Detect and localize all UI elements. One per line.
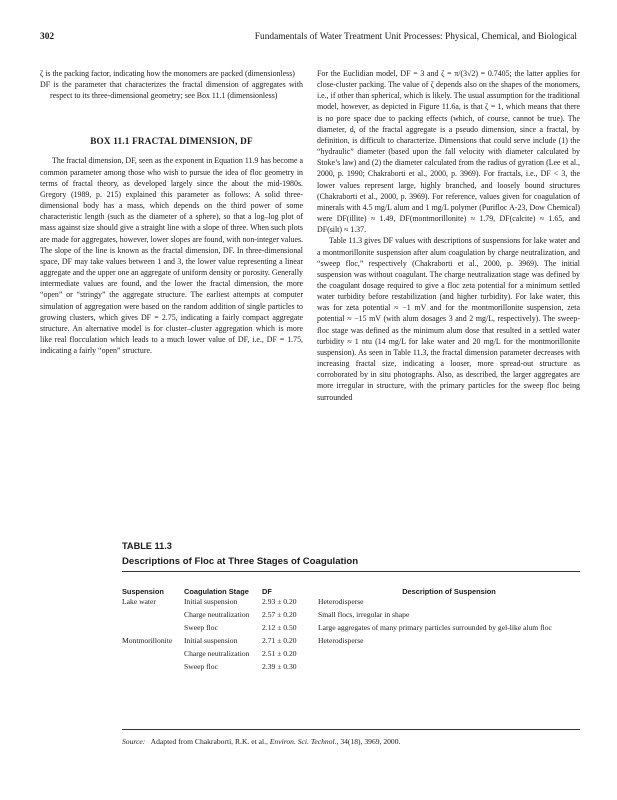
cell-suspension: Montmorillonite — [122, 636, 173, 645]
floc-table — [122, 575, 580, 675]
cell-suspension — [122, 662, 184, 675]
cell-stage: Charge neutralization — [184, 610, 250, 619]
cell-stage: Charge neutralization — [184, 649, 250, 658]
cell-df: 2.12 ± 0.50 — [262, 623, 297, 632]
header-description: Description of Suspension — [402, 587, 496, 596]
table-top-rule — [122, 571, 580, 572]
cell-suspension — [122, 649, 184, 662]
table-row — [122, 649, 580, 662]
cell-df: 2.39 ± 0.30 — [262, 662, 297, 671]
table-row — [122, 623, 580, 636]
source-journal: Environ. Sci. Technol. — [269, 737, 337, 746]
box-11-1 — [40, 135, 303, 356]
cell-stage: Initial suspension — [184, 636, 238, 645]
cell-suspension — [122, 610, 184, 623]
header-coagulation-stage: Coagulation Stage — [184, 587, 249, 596]
cell-stage: Sweep floc — [184, 623, 218, 632]
cell-description: Large aggregates of many primary particles surrounded by gel-like alum floc — [318, 623, 552, 632]
header-suspension: Suspension — [122, 587, 164, 596]
cell-description: Heterodisperse — [318, 636, 364, 645]
table-row — [122, 662, 580, 675]
source-end: , 34(18), 3969, 2000. — [336, 737, 401, 746]
definition-zeta: ζ is the packing factor, indicating how the monomers are packed (dimensionless) — [40, 69, 295, 78]
table-caption: Descriptions of Floc at Three Stages of Coagulation — [122, 556, 359, 567]
table-label: TABLE 11.3 — [122, 541, 172, 551]
running-title: Fundamentals of Water Treatment Unit Processes: Physical, Chemical, and Biological — [254, 32, 577, 42]
table-header-row — [122, 575, 580, 597]
body-paragraph-2: Table 11.3 gives DF values with descriptions of suspensions for lake water and a montmorillonite suspension after alum coagulation by charge neutralization, and “sweep floc,” respectively (Chakraborti et al., 2000, p. 3969). The initial suspension was without coagulant. The charge neutralization stage was defined by the coagulant dosage required to give a floc zeta potential for a minimum settled water turbidity before restabilization (and higher turbidity). For lake water, this was for zeta potential ≈ −1 mV and for the montmorillonite suspension, zeta potential ≈ −15 mV (with alum dosages 3 and 2 mg/L, respectively). The sweep-floc stage was defined as the minimum alum dose that resulted in a settled water turbidity ≈ 1 ntu (14 mg/L for lake water and 20 mg/L for the montmorillonite suspension). As seen in Table 11.3, the fractal dimension parameter decreases with increasing fractal size, indicating a looser, more spread-out structure as corroborated by in situ photographs. Also, as described, the larger aggregates are more irregular in structure, with the primary particles for the sweep floc being surrounded — [317, 236, 580, 402]
cell-description: Small flocs, irregular in shape — [318, 610, 410, 619]
cell-df: 2.71 ± 0.20 — [262, 636, 297, 645]
cell-df: 2.51 ± 0.20 — [262, 649, 297, 658]
body-paragraph-1: For the Euclidian model, DF = 3 and ζ = π/(3√2) = 0.7405; the latter applies for close-cluster packing. The value of ζ depends also on the shapes of the monomers, i.e., if other than spherical, which is likely. The usual assumption for the traditional model, however, as depicted in Figure 11.6a, is that ζ = 1, which means that there is no pore space due to packing effects (which, of course, cannot be true). The diameter, d, of the fractal aggregate is a pseudo dimension, since a fractal, by definition, is difficult to characterize. Dimensions that could serve include (1) the “hydraulic” diameter (based upon the fall velocity with diameter calculated by Stoke’s law) and (2) the diameter calculated from the radius of gyration (Lee et al., 2000, p. 1990; Chakraborti et al., 2000, p. 3969). For fractals, i.e., DF < 3, the lower values represent large, highly branched, and loosely bound structures (Chakraborti et al., 2000, p. 3969). For reference, values given for coagulation of minerals with 4.5 mg/L alum and 1 mg/L polymer (Purifloc A-23, Dow Chemical) were DF(illite) ≈ 1.49, DF(montmorillonite) ≈ 1.79, DF(calcite) ≈ 1.65, and DF(silt) ≈ 1.37. — [317, 69, 580, 235]
table-row — [122, 610, 580, 623]
box-paragraph: The fractal dimension, DF, seen as the exponent in Equation 11.9 has become a common parameter among those who wish to pursue the idea of floc geometry in terms of fractal theory, as developed largely since the about the mid-1980s. Gregory (1989, p. 215) explained this parameter as follows: A solid three-dimensional body has a mass, which depends on the third power of some characteristic length (such as the diameter of a sphere), so that a log–log plot of mass against size should give a straight line with a slope of three. When such plots are made for aggregates, however, lower slopes are found, with non-integer values. The slope of the line is known as the fractal dimension, DF. In three-dimensional space, DF may take values between 1 and 3, the lower value representing a linear aggregate and the upper one an aggregate of uniform density or porosity. Generally intermediate values are found, and the lower the fractal dimension, the more “open” or “stringy” the aggregate structure. The earliest attempts at computer simulation of aggregation were based on the random addition of single particles to growing clusters, which gives DF = 2.75, indicating a fairly compact aggregate structure. An alternative model is for cluster–cluster aggregation which is more like real flocculation which leads to a much lower value of DF, i.e., DF = 1.75, indicating a fairly “open” structure. — [40, 156, 303, 356]
source-label: Source: — [122, 737, 146, 746]
table-source — [122, 737, 400, 746]
left-column — [40, 68, 303, 356]
box-title: BOX 11.1 FRACTAL DIMENSION, DF — [90, 136, 253, 147]
page-number: 302 — [40, 32, 55, 42]
table-row — [122, 597, 580, 610]
table-row — [122, 636, 580, 649]
source-text: Adapted from Chakraborti, R.K. et al., — [150, 737, 270, 746]
header-df: DF — [262, 587, 272, 596]
cell-description — [318, 662, 580, 675]
definition-df: DF is the parameter that characterizes the fractal dimension of aggregates with respect to its three-dimensional geometry; see Box 11.1 (dimensionless) — [40, 80, 303, 101]
cell-description: Heterodisperse — [318, 597, 364, 606]
cell-description — [318, 649, 580, 662]
table-bottom-rule — [122, 729, 580, 730]
cell-suspension — [122, 623, 184, 636]
page-header — [40, 32, 577, 46]
cell-stage: Sweep floc — [184, 662, 218, 671]
cell-df: 2.93 ± 0.20 — [262, 597, 297, 606]
cell-stage: Initial suspension — [184, 597, 238, 606]
right-column — [317, 68, 580, 403]
cell-df: 2.57 ± 0.20 — [262, 610, 297, 619]
cell-suspension: Lake water — [122, 597, 156, 606]
